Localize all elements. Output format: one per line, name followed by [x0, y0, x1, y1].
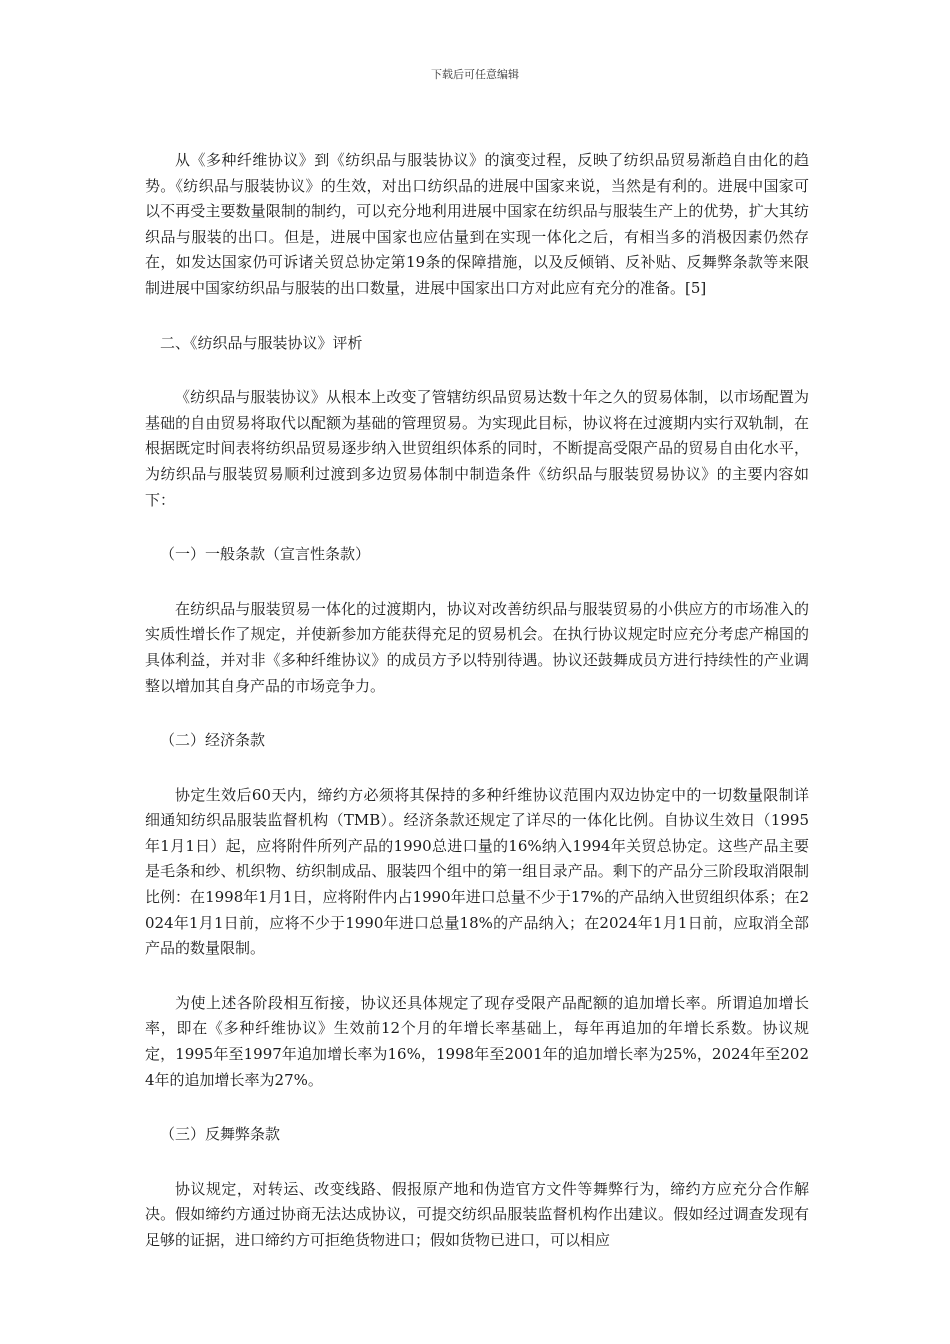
- paragraph: 为使上述各阶段相互衔接，协议还具体规定了现存受限产品配额的追加增长率。所谓追加增长率，即在《多种纤维协议》生效前12个月的年增长率基础上，每年再追加的年增长系数。协议规定，1995年至1997年追加增长率为16%，1998年至2001年的追加增长率为25%，2024年至2024年的追加增长率为27%。: [145, 993, 809, 1089]
- paragraph: 从《多种纤维协议》到《纺织品与服装协议》的演变过程，反映了纺织品贸易渐趋自由化的趋势。《纺织品与服装协议》的生效，对出口纺织品的进展中国家来说，当然是有利的。进展中国家可以不再受主要数量限制的制约，可以充分地利用进展中国家在纺织品与服装生产上的优势，扩大其纺织品与服装的出口。但是，进展中国家也应估量到在实现一体化之后，有相当多的消极因素仍然存在，如发达国家仍可诉诸关贸总协定第19条的保障措施，以及反倾销、反补贴、反舞弊条款等来限制进展中国家纺织品与服装的出口数量，进展中国家出口方对此应有充分的准备。[5]: [145, 151, 809, 297]
- paragraph: 协议规定，对转运、改变线路、假报原产地和伪造官方文件等舞弊行为，缔约方应充分合作解决。假如缔约方通过协商无法达成协议，可提交纺织品服装监督机构作出建议。假如经过调查发现有足够的证据，进口缔约方可拒绝货物进口；假如货物已进口，可以相应: [145, 1179, 809, 1249]
- page-header: 下载后可任意编辑: [431, 68, 519, 81]
- subsection-heading: （三）反舞弊条款: [160, 1125, 281, 1144]
- section-heading: 二、《纺织品与服装协议》评析: [160, 333, 363, 352]
- paragraph: 在纺织品与服装贸易一体化的过渡期内，协议对改善纺织品与服装贸易的小供应方的市场准入的实质性增长作了规定，并使新参加方能获得充足的贸易机会。在执行协议规定时应充分考虑产棉国的具体利益，并对非《多种纤维协议》的成员方予以特别待遇。协议还鼓舞成员方进行持续性的产业调整以增加其自身产品的市场竞争力。: [145, 599, 809, 695]
- subsection-heading: （二）经济条款: [160, 731, 266, 750]
- paragraph: 协定生效后60天内，缔约方必须将其保持的多种纤维协议范围内双边协定中的一切数量限制详细通知纺织品服装监督机构（TMB）。经济条款还规定了详尽的一体化比例。自协议生效日（1995年1月1日）起，应将附件所列产品的1990总进口量的16%纳入1994年关贸总协定。这些产品主要是毛条和纱、机织物、纺织制成品、服装四个组中的第一组目录产品。剩下的产品分三阶段取消限制比例：在1998年1月1日，应将附件内占1990年进口总量不少于17%的产品纳入世贸组织体系；在2024年1月1日前，应将不少于1990年进口总量18%的产品纳入；在2024年1月1日前，应取消全部产品的数量限制。: [145, 785, 809, 958]
- subsection-heading: （一）一般条款（宣言性条款）: [160, 545, 371, 564]
- paragraph: 《纺织品与服装协议》从根本上改变了管辖纺织品贸易达数十年之久的贸易体制，以市场配置为基础的自由贸易将取代以配额为基础的管理贸易。为实现此目标，协议将在过渡期内实行双轨制，在根据既定时间表将纺织品贸易逐步纳入世贸组织体系的同时，不断提高受限产品的贸易自由化水平，为纺织品与服装贸易顺利过渡到多边贸易体制中制造条件《纺织品与服装贸易协议》的主要内容如下：: [145, 388, 809, 509]
- document-body: [145, 148, 809, 1254]
